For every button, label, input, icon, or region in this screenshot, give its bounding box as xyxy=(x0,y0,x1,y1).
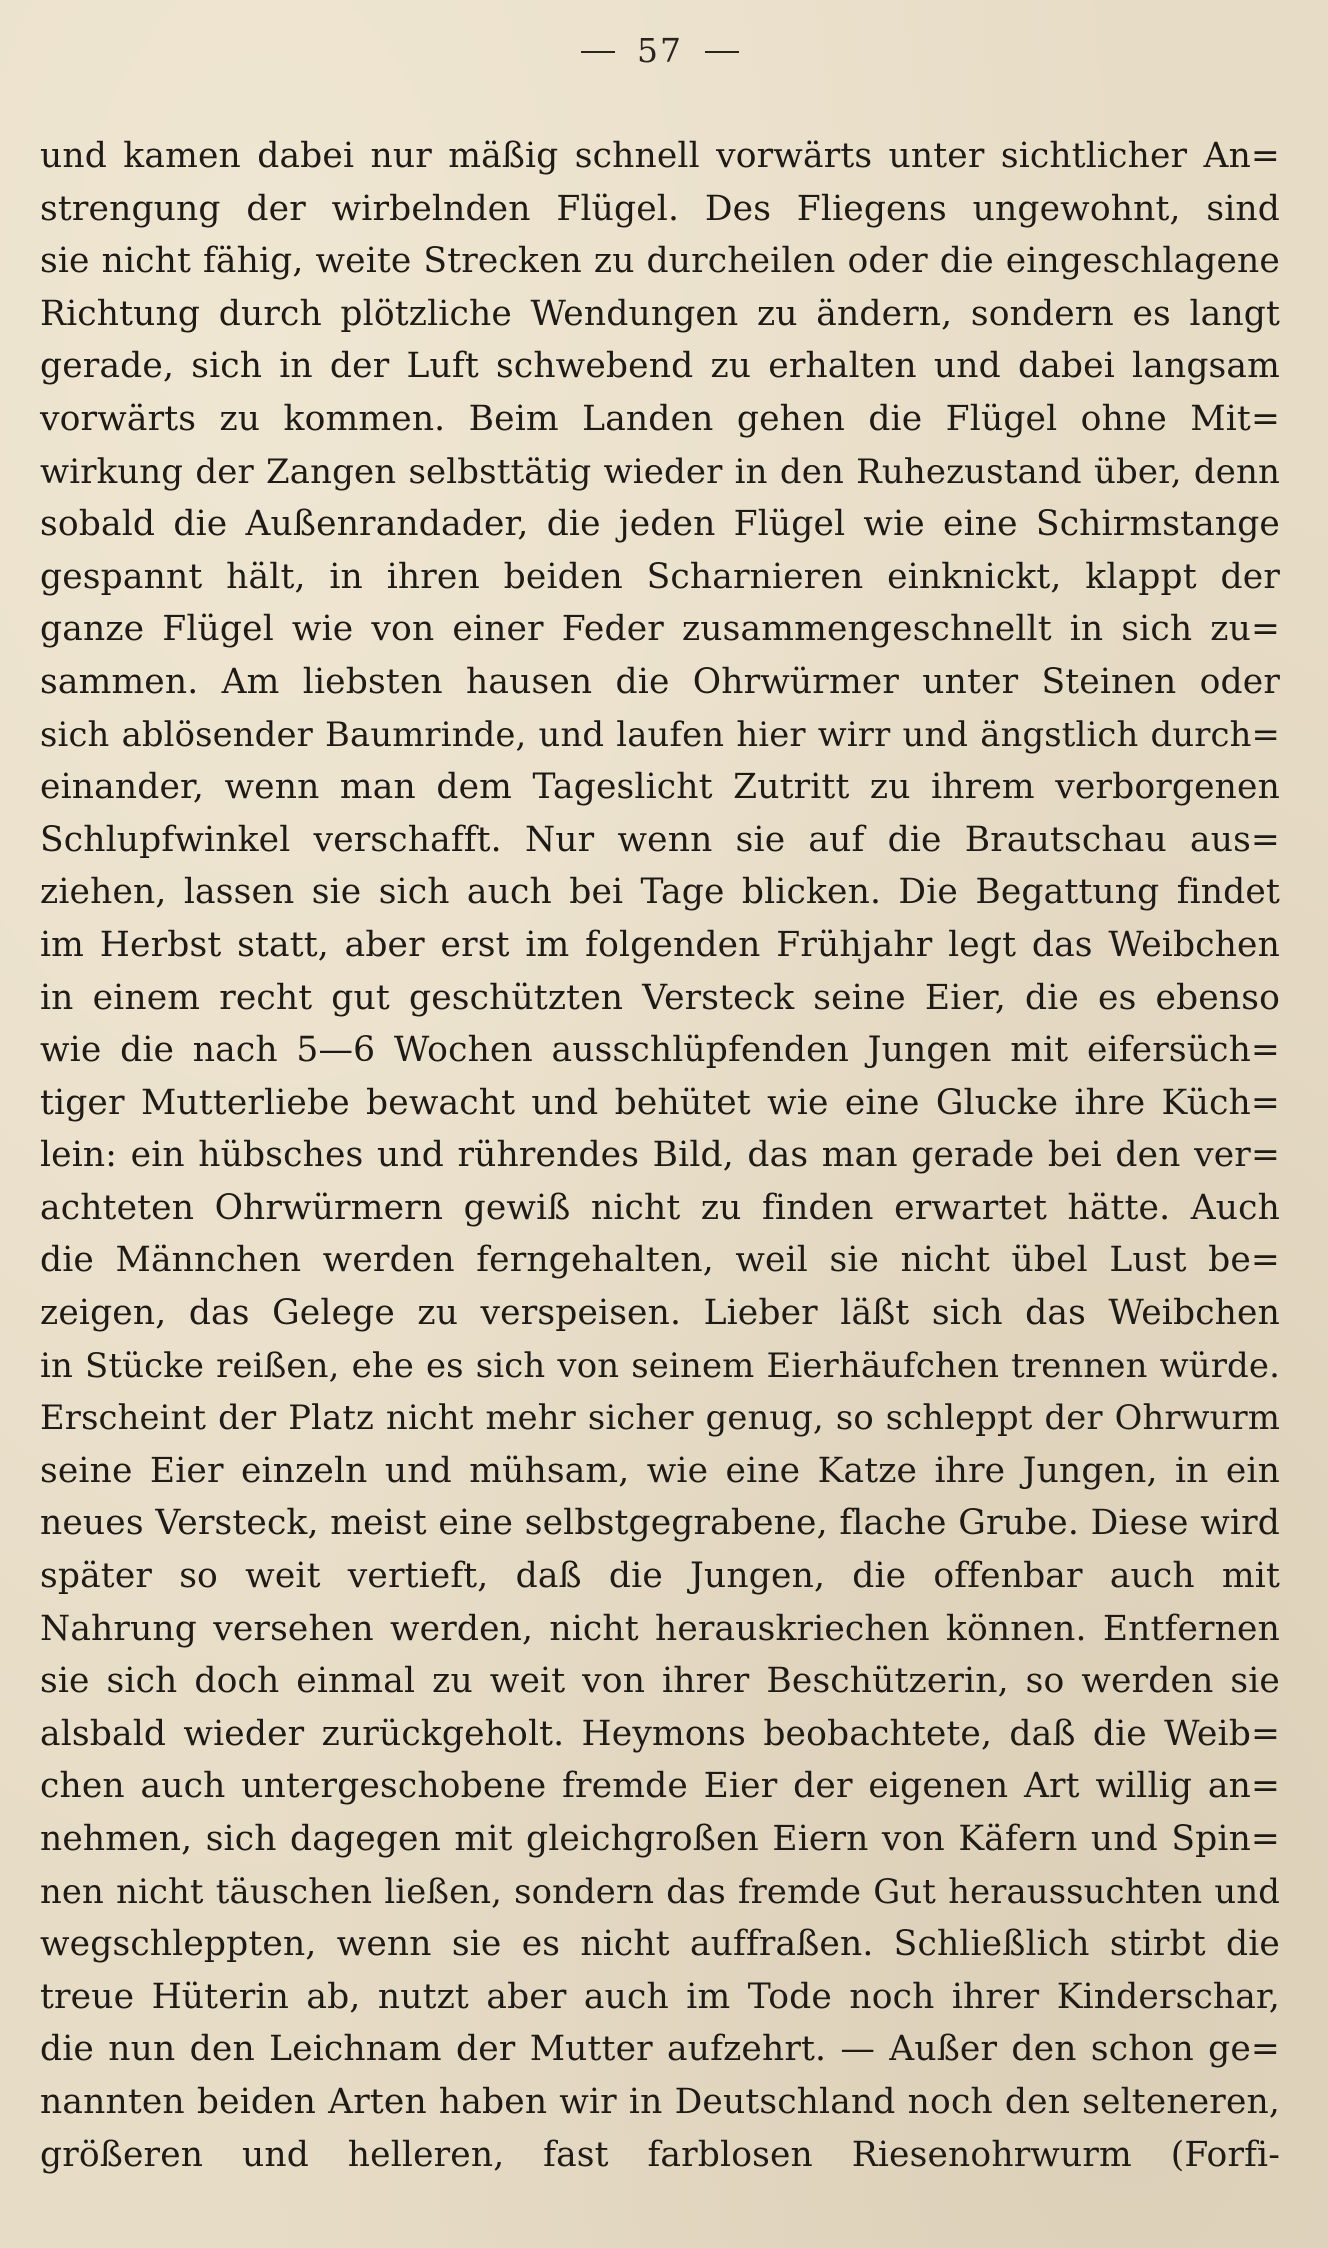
text-line: sobald die Außenrandader, die jeden Flügel wie eine Schirmstange xyxy=(40,504,1280,545)
text-line: sich ablösender Baumrinde, und laufen hier wirr und ängstlich durch= xyxy=(40,714,1280,754)
text-line: achteten Ohrwürmern gewiß nicht zu finden erwartet hätte. Auch xyxy=(40,1187,1280,1228)
text-line: gerade, sich in der Luft schwebend zu erhalten und dabei langsam xyxy=(40,346,1280,387)
text-line: sie sich doch einmal zu weit von ihrer Beschützerin, so werden sie xyxy=(40,1661,1280,1702)
text-line: später so weit vertieft, daß die Jungen, die offenbar auch mit xyxy=(40,1556,1280,1597)
text-line: sammen. Am liebsten hausen die Ohrwürmer unter Steinen oder xyxy=(40,661,1280,702)
text-line: wirkung der Zangen selbsttätig wieder in den Ruhezustand über, denn xyxy=(40,451,1280,492)
text-line: Erscheint der Platz nicht mehr sicher genug, so schleppt der Ohrwurm xyxy=(40,1398,1280,1438)
page-number: 57 xyxy=(637,30,683,70)
text-line: vorwärts zu kommen. Beim Landen gehen die Flügel ohne Mit= xyxy=(40,398,1280,439)
header-dash-left xyxy=(581,51,615,53)
text-line: nehmen, sich dagegen mit gleichgroßen Eiern von Käfern und Spin= xyxy=(40,1819,1280,1859)
text-line: treue Hüterin ab, nutzt aber auch im Tode noch ihrer Kinderschar, xyxy=(40,1976,1280,2017)
text-line: strengung der wirbelnden Flügel. Des Fliegens ungewohnt, sind xyxy=(40,188,1280,229)
text-line: wegschleppten, wenn sie es nicht auffraßen. Schließlich stirbt die xyxy=(40,1924,1280,1965)
text-line: ganze Flügel wie von einer Feder zusammengeschnellt in sich zu= xyxy=(40,609,1280,650)
text-line: nen nicht täuschen ließen, sondern das fremde Gut heraussuchten und xyxy=(40,1871,1280,1911)
text-line: wie die nach 5—6 Wochen ausschlüpfenden Jungen mit eifersüch= xyxy=(40,1030,1280,1071)
text-line: und kamen dabei nur mäßig schnell vorwärts unter sichtlicher An= xyxy=(40,136,1280,176)
text-line: einander, wenn man dem Tageslicht Zutritt zu ihrem verborgenen xyxy=(40,767,1280,808)
text-line: die Männchen werden ferngehalten, weil sie nicht übel Lust be= xyxy=(40,1240,1280,1281)
text-line: seine Eier einzeln und mühsam, wie eine Katze ihre Jungen, in ein xyxy=(40,1450,1280,1491)
text-line: alsbald wieder zurückgeholt. Heymons beobachtete, daß die Weib= xyxy=(40,1713,1280,1754)
text-line: nannten beiden Arten haben wir in Deutschland noch den selteneren, xyxy=(40,2081,1280,2122)
text-line: neues Versteck, meist eine selbstgegrabene, flache Grube. Diese wird xyxy=(40,1503,1280,1544)
text-line: tiger Mutterliebe bewacht und behütet wie eine Glucke ihre Küch= xyxy=(40,1082,1280,1123)
page-header xyxy=(40,18,1280,82)
text-line: in einem recht gut geschützten Versteck seine Eier, die es ebenso xyxy=(40,977,1280,1018)
text-line: in Stücke reißen, ehe es sich von seinem Eierhäufchen trennen würde. xyxy=(40,1345,1280,1385)
text-line: lein: ein hübsches und rührendes Bild, das man gerade bei den ver= xyxy=(40,1135,1280,1176)
text-line: zeigen, das Gelege zu verspeisen. Lieber läßt sich das Weibchen xyxy=(40,1293,1280,1334)
text-line: im Herbst statt, aber erst im folgenden Frühjahr legt das Weibchen xyxy=(40,924,1280,965)
text-line: Nahrung versehen werden, nicht herauskriechen können. Entfernen xyxy=(40,1608,1280,1649)
text-line: sie nicht fähig, weite Strecken zu durcheilen oder die eingeschlagene xyxy=(40,241,1280,282)
text-line: ziehen, lassen sie sich auch bei Tage blicken. Die Begattung findet xyxy=(40,872,1280,913)
text-line: die nun den Leichnam der Mutter aufzehrt. — Außer den schon ge= xyxy=(40,2029,1280,2070)
text-line: Richtung durch plötzliche Wendungen zu ändern, sondern es langt xyxy=(40,293,1280,334)
text-line: größeren und helleren, fast farblosen Riesenohrwurm (Forfi- xyxy=(40,2134,1280,2175)
body-text xyxy=(40,130,1280,2181)
text-line: Schlupfwinkel verschafft. Nur wenn sie auf die Brautschau aus= xyxy=(40,819,1280,860)
text-line: chen auch untergeschobene fremde Eier der eigenen Art willig an= xyxy=(40,1766,1280,1807)
header-dash-right xyxy=(705,51,739,53)
text-line: gespannt hält, in ihren beiden Scharnieren einknickt, klappt der xyxy=(40,556,1280,597)
